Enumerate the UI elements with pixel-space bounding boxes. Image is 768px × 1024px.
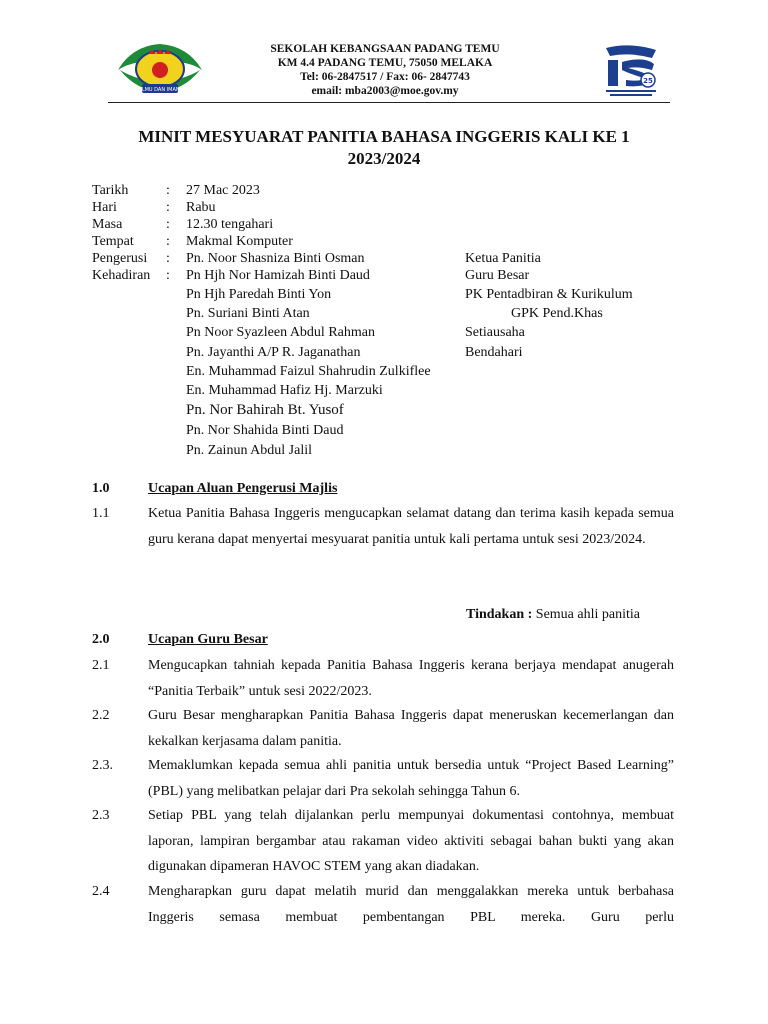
detail-colon: : bbox=[166, 251, 170, 266]
detail-value: 27 Mac 2023 bbox=[186, 183, 260, 198]
attendee-role: Setiausaha bbox=[465, 325, 525, 340]
attendee-name: Pn Hjh Nor Hamizah Binti Daud bbox=[186, 268, 370, 283]
item-2-3a-text: Memaklumkan kepada semua ahli panitia untuk bersedia untuk “Project Based Learning” (PBL) yang melibatkan pelajar dari Pra sekolah sehingga Tahun 6. bbox=[148, 758, 674, 799]
document-title-session: 2023/2024 bbox=[347, 149, 421, 168]
item-1-1-text: Ketua Panitia Bahasa Inggeris mengucapkan selamat datang dan terima kasih kepada semua guru kerana dapat menyertai mesyuarat panitia untuk kali pertama untuk sesi 2023/2024. bbox=[148, 506, 674, 547]
detail-value: Rabu bbox=[186, 200, 216, 215]
detail-colon: : bbox=[166, 217, 170, 232]
attendee-role: PK Pentadbiran & Kurikulum bbox=[465, 287, 633, 302]
detail-role: Ketua Panitia bbox=[465, 251, 541, 266]
detail-value: 12.30 tengahari bbox=[186, 217, 274, 232]
school-name: SEKOLAH KEBANGSAAN PADANG TEMU bbox=[270, 43, 500, 55]
attendee-name: Pn. Jayanthi A/P R. Jaganathan bbox=[186, 345, 361, 360]
item-2-3a-number: 2.3. bbox=[92, 758, 113, 773]
item-2-4-text: Mengharapkan guru dapat melatih murid dan menggalakkan mereka untuk berbahasa Inggeris semasa membuat pembentangan PBL mereka. Guru perlu bbox=[148, 884, 674, 925]
section-2-number: 2.0 bbox=[92, 632, 110, 647]
school-phone-fax: Tel: 06-2847517 / Fax: 06- 2847743 bbox=[300, 71, 470, 83]
detail-label: Tarikh bbox=[92, 183, 129, 198]
item-2-2-number: 2.2 bbox=[92, 708, 110, 723]
action-line bbox=[466, 607, 640, 623]
detail-label: Pengerusi bbox=[92, 251, 148, 266]
school-email: email: mba2003@moe.gov.my bbox=[311, 85, 459, 97]
attendee-name: En. Muhammad Faizul Shahrudin Zulkiflee bbox=[186, 364, 431, 379]
section-2-title: Ucapan Guru Besar bbox=[148, 632, 268, 647]
attendee-name: Pn. Suriani Binti Atan bbox=[186, 306, 310, 321]
header-divider bbox=[108, 102, 670, 103]
school-address: KM 4.4 PADANG TEMU, 75050 MELAKA bbox=[277, 57, 493, 69]
item-2-3b-number: 2.3 bbox=[92, 808, 110, 823]
section-1-title: Ucapan Aluan Pengerusi Majlis bbox=[148, 481, 338, 496]
school-header bbox=[200, 42, 570, 98]
attendee-name: En. Muhammad Hafiz Hj. Marzuki bbox=[186, 383, 383, 398]
attendee-name: Pn. Nor Shahida Binti Daud bbox=[186, 423, 344, 438]
anniversary-logo bbox=[600, 40, 662, 98]
detail-label: Kehadiran bbox=[92, 268, 151, 283]
attendee-name: Pn Noor Syazleen Abdul Rahman bbox=[186, 325, 375, 340]
logo-motto-text: ILMU DAN IMAN bbox=[140, 87, 180, 93]
section-1-number: 1.0 bbox=[92, 481, 110, 496]
detail-colon: : bbox=[166, 234, 170, 249]
item-1-1-number: 1.1 bbox=[92, 506, 110, 521]
detail-colon: : bbox=[166, 200, 170, 215]
document-title: MINIT MESYUARAT PANITIA BAHASA INGGERIS KALI KE 1 bbox=[138, 127, 630, 146]
item-2-1-number: 2.1 bbox=[92, 658, 110, 673]
detail-label: Hari bbox=[92, 200, 117, 215]
action-label: Tindakan : bbox=[466, 607, 533, 622]
detail-label: Masa bbox=[92, 217, 123, 232]
item-2-4-number: 2.4 bbox=[92, 884, 110, 899]
attendee-role: Bendahari bbox=[465, 345, 523, 360]
attendee-name: Pn Hjh Paredah Binti Yon bbox=[186, 287, 332, 302]
detail-colon: : bbox=[166, 268, 170, 283]
attendee-role: GPK Pend.Khas bbox=[511, 306, 603, 321]
detail-colon: : bbox=[166, 183, 170, 198]
school-logo bbox=[112, 40, 208, 98]
action-value: Semua ahli panitia bbox=[532, 607, 640, 622]
detail-value: Makmal Komputer bbox=[186, 234, 293, 249]
attendee-role: Guru Besar bbox=[465, 268, 530, 283]
logo-anniversary-text: 25 bbox=[643, 77, 653, 85]
item-2-1-text: Mengucapkan tahniah kepada Panitia Bahasa Inggeris kerana berjaya mendapat anugerah “Panitia Terbaik” untuk sesi 2022/2023. bbox=[148, 658, 674, 699]
attendee-name: Pn. Nor Bahirah Bt. Yusof bbox=[186, 402, 344, 418]
attendee-name: Pn. Zainun Abdul Jalil bbox=[186, 443, 312, 458]
item-2-3b-text: Setiap PBL yang telah dijalankan perlu mempunyai dokumentasi contohnya, membuat laporan, lampiran bergambar atau rakaman video aktiviti sebagai bahan bukti yang akan digunakan dipameran HAVOC STEM yang akan diadakan. bbox=[148, 808, 674, 874]
detail-value: Pn. Noor Shasniza Binti Osman bbox=[186, 251, 365, 266]
detail-label: Tempat bbox=[92, 234, 134, 249]
item-2-2-text: Guru Besar mengharapkan Panitia Bahasa Inggeris dapat meneruskan kecemerlangan dan kekalkan kerjasama dalam panitia. bbox=[148, 708, 674, 749]
